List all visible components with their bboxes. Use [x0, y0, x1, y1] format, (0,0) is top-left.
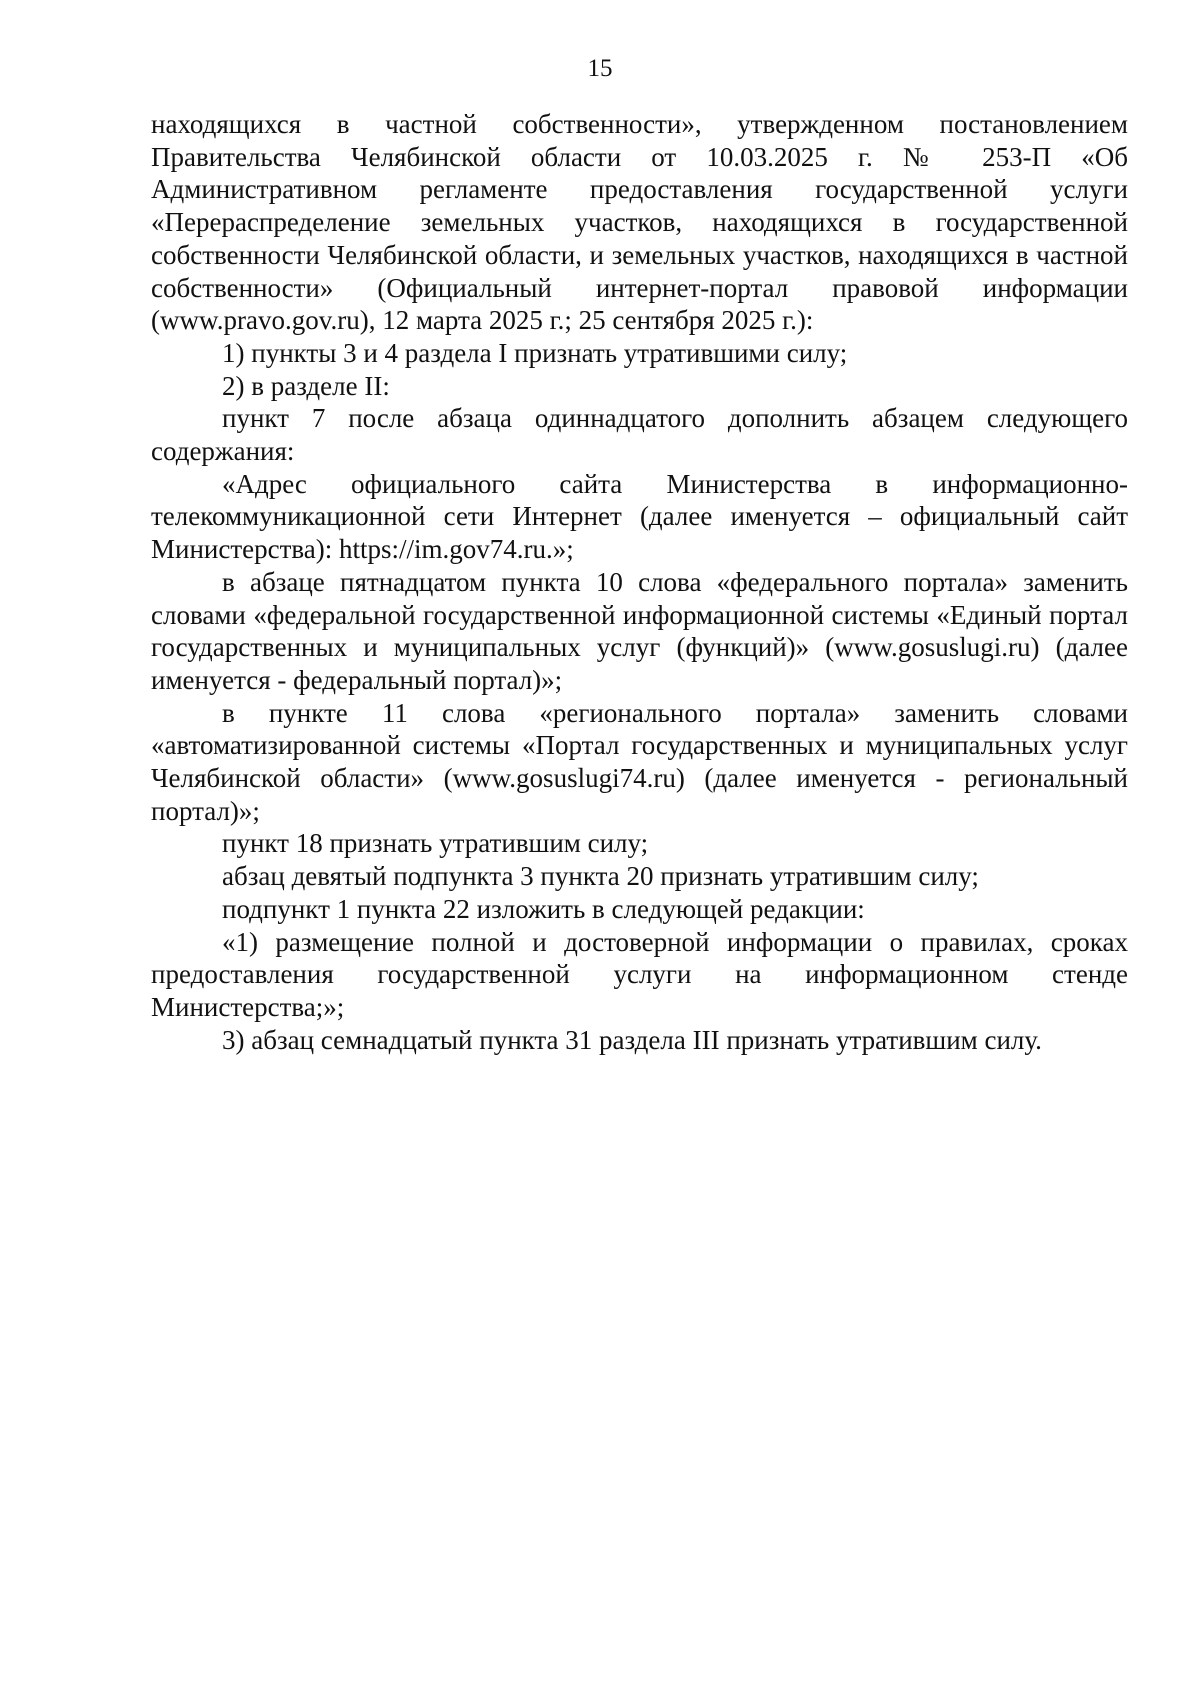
paragraph-point-22: подпункт 1 пункта 22 изложить в следующей редакции:	[222, 893, 865, 924]
paragraph-quoted-subpoint-1: «1) размещение полной и достоверной информации о правилах, сроках предоставления государственной услуги на информационном стенде Министерства;»;	[151, 926, 1128, 1022]
paragraph-regulation-reference: находящихся в частной собственности», утвержденном постановлением Правительства Челябинской области от 10.03.2025 г. № 253-П «Об Административном регламенте предоставления государственной услуги «Перераспределение земельных участков, находящихся в государственной собственности Челябинской области, и земельных участков, находящихся в частной собственности» (Официальный интернет-портал правовой информации (www.pravo.gov.ru), 12 марта 2025 г.; 25 сентября 2025 г.):	[151, 109, 1128, 336]
page-number: 15	[587, 55, 613, 82]
paragraph-item-2: 2) в разделе II:	[222, 370, 390, 401]
paragraph-item-1: 1) пункты 3 и 4 раздела I признать утратившими силу;	[222, 337, 848, 368]
paragraph-item-3: 3) абзац семнадцатый пункта 31 раздела III признать утратившим силу.	[222, 1024, 1042, 1055]
paragraph-point-7: пункт 7 после абзаца одиннадцатого дополнить абзацем следующего содержания:	[151, 403, 1128, 467]
document-body	[151, 108, 1128, 1056]
paragraph-quoted-address: «Адрес официального сайта Министерства в информационно-телекоммуникационной сети Интернет (далее именуется – официальный сайт Министерства): https://im.gov74.ru.»;	[151, 468, 1128, 565]
paragraph-point-10: в абзаце пятнадцатом пункта 10 слова «федерального портала» заменить словами «федеральной государственной информационной системы «Единый портал государственных и муниципальных услуг (функций)» (www.gosuslugi.ru) (далее именуется - федеральный портал)»;	[151, 566, 1128, 695]
paragraph-point-20: абзац девятый подпункта 3 пункта 20 признать утратившим силу;	[222, 861, 979, 892]
paragraph-point-18: пункт 18 признать утратившим силу;	[222, 828, 649, 859]
paragraph-point-11: в пункте 11 слова «регионального портала» заменить словами «автоматизированной системы «Портал государственных и муниципальных услуг Челябинской области» (www.gosuslugi74.ru) (далее именуется - региональный портал)»;	[151, 697, 1128, 826]
